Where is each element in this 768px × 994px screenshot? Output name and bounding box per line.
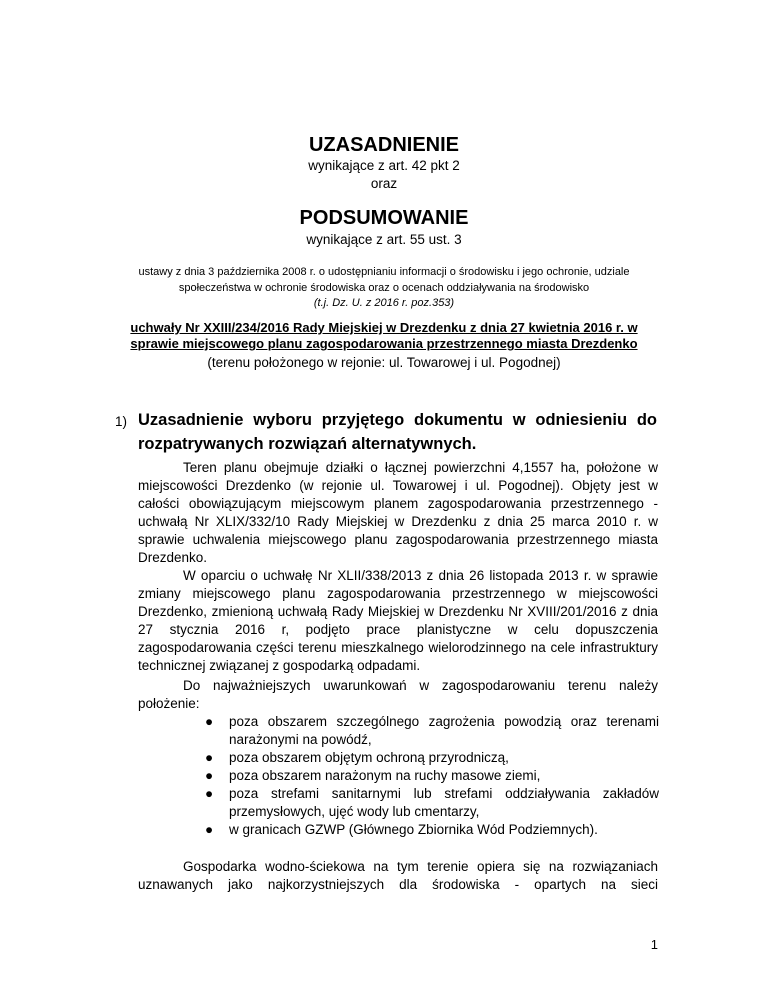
resolution-line-1: uchwały Nr XXIII/234/2016 Rady Miejskiej w Drezdenku z dnia 27 kwietnia 2016 r. w bbox=[130, 320, 638, 335]
paragraph-line: 27 stycznia 2016 r, podjęto prace planistyczne w celu dopuszczenia bbox=[138, 622, 658, 637]
list-item-line: poza obszarem szczególnego zagrożenia powodzią oraz terenami bbox=[229, 714, 659, 729]
list-item bbox=[205, 749, 659, 767]
paragraph-line: uznawanych jako najkorzystniejszych dla środowiska - opartych na sieci bbox=[138, 877, 658, 892]
bullet-icon: ● bbox=[205, 822, 214, 837]
list-item bbox=[205, 785, 659, 821]
paragraph-line: W oparciu o uchwałę Nr XLII/338/2013 z dnia 26 listopada 2013 r. w sprawie bbox=[183, 568, 658, 583]
paragraph-2 bbox=[138, 567, 658, 675]
paragraph-line: technicznej związanej z gospodarką odpadami. bbox=[138, 658, 421, 673]
paragraph-line: miejscowości Drezdenko (w rejonie ul. Towarowej i ul. Pogodnej). Objęty jest w bbox=[138, 478, 658, 493]
law-reference bbox=[100, 265, 668, 312]
list-item-line: w granicach GZWP (Głównego Zbiornika Wód Podziemnych). bbox=[229, 822, 598, 837]
bullet-icon: ● bbox=[205, 768, 214, 783]
law-line-1: ustawy z dnia 3 października 2008 r. o udostępnianiu informacji o środowisku i jego ochronie, udziale bbox=[138, 266, 630, 278]
title-podsumowanie: PODSUMOWANIE bbox=[299, 207, 469, 229]
paragraph-line: Do najważniejszych uwarunkowań w zagospodarowaniu terenu należy bbox=[183, 678, 658, 693]
subtitle-line: wynikające z art. 42 pkt 2 bbox=[308, 158, 460, 173]
section-title-line-1: Uzasadnienie wyboru przyjętego dokumentu w odniesieniu do bbox=[138, 411, 657, 429]
section-title bbox=[138, 408, 657, 456]
paragraph-line: Teren planu obejmuje działki o łącznej powierzchni 4,1557 ha, położone w bbox=[183, 460, 658, 475]
list-item-line: poza obszarem objętym ochroną przyrodniczą, bbox=[229, 750, 509, 765]
list-item-line: poza obszarem narażonym na ruchy masowe ziemi, bbox=[229, 768, 541, 783]
paragraph-line: Gospodarka wodno-ściekowa na tym terenie opiera się na rozwiązaniach bbox=[183, 859, 658, 874]
bullet-icon: ● bbox=[205, 714, 214, 729]
paragraph-line: Drezdenko, zmienioną uchwałą Rady Miejskiej w Drezdenku Nr XVIII/201/2016 z dnia bbox=[138, 604, 658, 619]
paragraph-line: zmiany miejscowego planu zagospodarowania przestrzennego w miejscowości bbox=[138, 586, 658, 601]
resolution-title bbox=[60, 320, 708, 352]
bullet-list bbox=[205, 713, 659, 839]
title-uzasadnienie: UZASADNIENIE bbox=[308, 134, 459, 156]
paragraph-line: sprawie uchwalenia miejscowego planu zagospodarowania przestrzennego miasta bbox=[138, 532, 658, 547]
title-uzasadnienie-subtitle bbox=[0, 157, 768, 193]
subtitle-conjunction: oraz bbox=[370, 176, 398, 191]
list-item bbox=[205, 767, 659, 785]
bullet-icon: ● bbox=[205, 750, 214, 765]
list-item-line: poza strefami sanitarnymi lub strefami oddziaływania zakładów bbox=[229, 786, 659, 801]
paragraph-1 bbox=[138, 459, 658, 567]
paragraph-3 bbox=[138, 677, 658, 713]
title-podsumowanie-subtitle: wynikające z art. 55 ust. 3 bbox=[306, 232, 462, 247]
list-item-line: narażonymi na powódź, bbox=[229, 732, 372, 747]
list-item-line: przemysłowych, ujęć wody lub cmentarzy, bbox=[229, 804, 480, 819]
list-item bbox=[205, 821, 659, 839]
section-title-line-2: rozpatrywanych rozwiązań alternatywnych. bbox=[138, 435, 477, 453]
section-number: 1) bbox=[115, 414, 128, 429]
paragraph-line: uchwałą Nr XLIX/332/10 Rady Miejskiej w Drezdenku z dnia 25 marca 2010 r. w bbox=[138, 514, 658, 529]
resolution-line-2: sprawie miejscowego planu zagospodarowania przestrzennego miasta Drezdenko bbox=[130, 336, 638, 351]
law-citation: (t.j. Dz. U. z 2016 r. poz.353) bbox=[313, 297, 455, 309]
page-number: 1 bbox=[650, 937, 658, 952]
law-line-2: społeczeństwa w ochronie środowiska oraz o ocenach oddziaływania na środowisko bbox=[178, 281, 590, 294]
paragraph-4 bbox=[138, 858, 658, 894]
paragraph-line: zagospodarowania części terenu mieszkalnego wielorodzinnego na cele infrastruktury bbox=[138, 640, 658, 655]
resolution-area: (terenu położonego w rejonie: ul. Towarowej i ul. Pogodnej) bbox=[207, 355, 561, 370]
paragraph-line: całości obowiązującym miejscowym planem zagospodarowania przestrzennego - bbox=[138, 496, 658, 511]
list-item bbox=[205, 713, 659, 749]
bullet-icon: ● bbox=[205, 786, 214, 801]
paragraph-line: Drezdenko. bbox=[138, 550, 208, 565]
paragraph-line: położenie: bbox=[138, 696, 200, 711]
